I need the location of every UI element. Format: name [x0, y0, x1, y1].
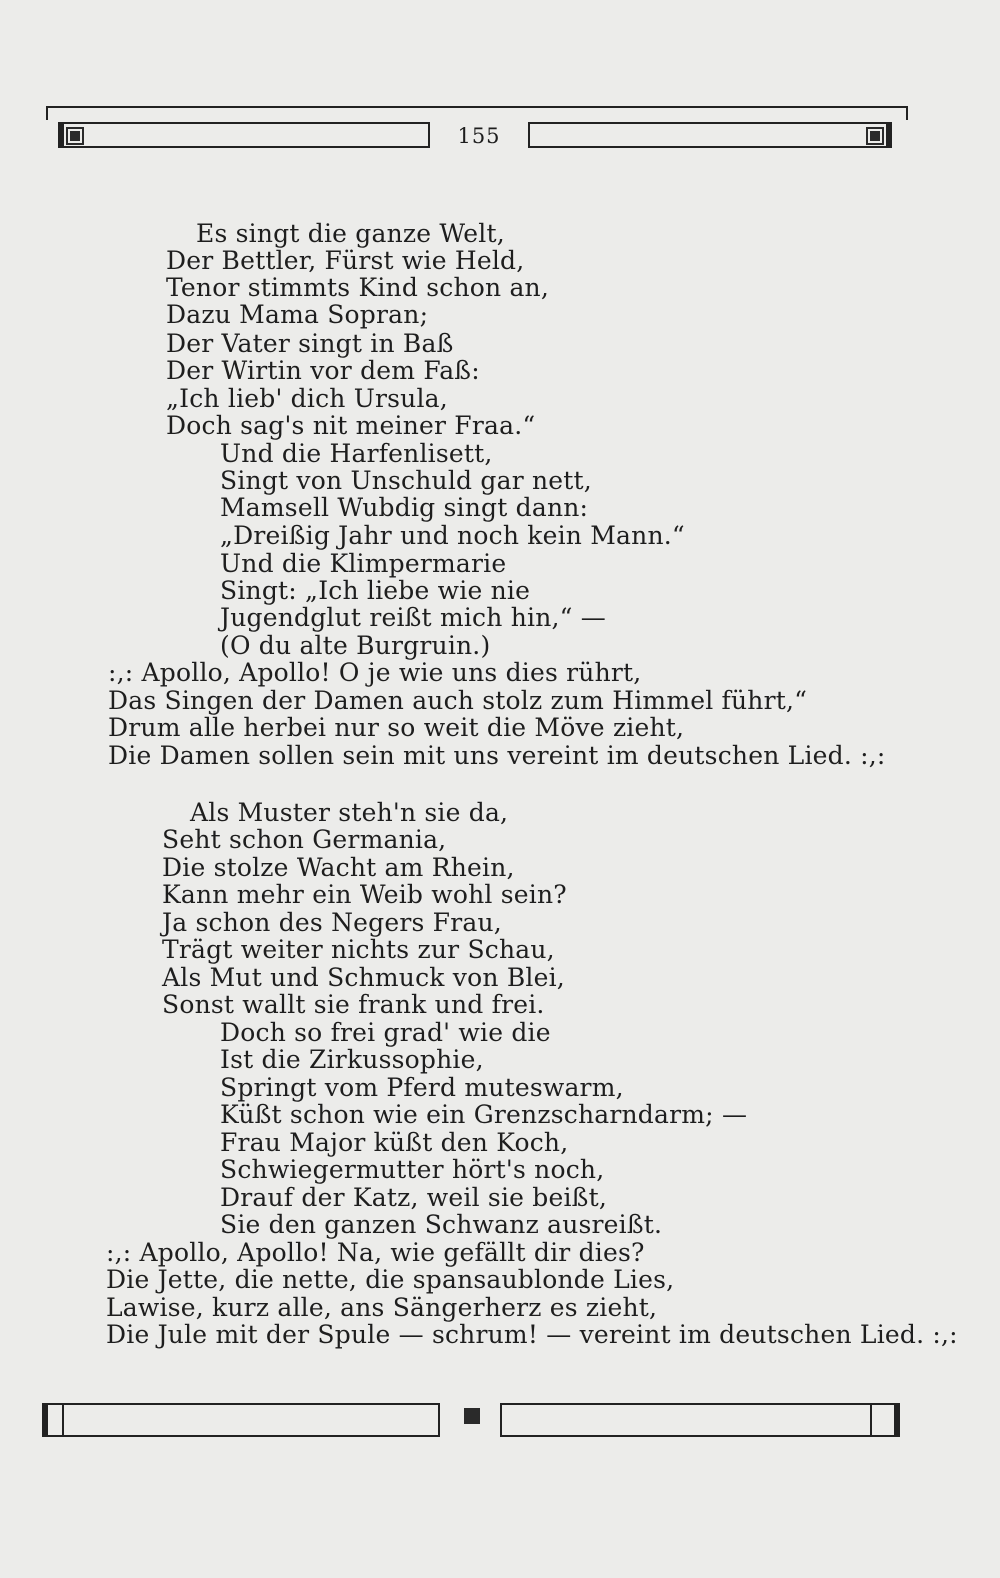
poem-line: Mamsell Wubdig singt dann: [220, 493, 589, 522]
poem-line: Der Wirtin vor dem Faß: [166, 356, 480, 385]
poem-line: Trägt weiter nichts zur Schau, [162, 935, 555, 964]
poem-line: Jugendglut reißt mich hin,“ — [220, 603, 606, 632]
poem-line: „Ich lieb' dich Ursula, [166, 384, 448, 413]
poem-line: Tenor stimmts Kind schon an, [166, 273, 549, 302]
footer-bar-left [42, 1403, 440, 1437]
poem-refrain-line: :,: Apollo, Apollo! O je wie uns dies rührt, [108, 658, 642, 687]
poem-line: (O du alte Burgruin.) [220, 631, 491, 660]
poem-line: „Dreißig Jahr und noch kein Mann.“ [220, 521, 685, 550]
poem-refrain-line: Die Damen sollen sein mit uns vereint im deutschen Lied. :,: [108, 741, 886, 770]
poem-line: Sonst wallt sie frank und frei. [162, 990, 545, 1019]
poem-line: Doch sag's nit meiner Fraa.“ [166, 411, 536, 440]
poem-line: Ist die Zirkussophie, [220, 1045, 484, 1074]
poem-line: Springt vom Pferd muteswarm, [220, 1073, 624, 1102]
poem-line: Kann mehr ein Weib wohl sein? [162, 880, 567, 909]
poem-line: Der Bettler, Fürst wie Held, [166, 246, 525, 275]
poem-line: Drauf der Katz, weil sie beißt, [220, 1183, 607, 1212]
footer-bar-right [500, 1403, 900, 1437]
poem-line: Ja schon des Negers Frau, [162, 908, 502, 937]
footer-square-ornament [464, 1408, 480, 1424]
poem-refrain-line: Das Singen der Damen auch stolz zum Himmel führt,“ [108, 686, 808, 715]
poem-line: Der Vater singt in Baß [166, 329, 454, 358]
poem-refrain-line: Die Jette, die nette, die spansaublonde Lies, [106, 1265, 675, 1294]
poem-refrain-line: Drum alle herbei nur so weit die Möve zieht, [108, 713, 685, 742]
poem-refrain-line: :,: Apollo, Apollo! Na, wie gefällt dir dies? [106, 1238, 645, 1267]
poem-line: Singt: „Ich liebe wie nie [220, 576, 531, 605]
poem-line: Dazu Mama Sopran; [166, 300, 429, 329]
poem-line: Es singt die ganze Welt, [196, 219, 505, 248]
poem-line: Als Mut und Schmuck von Blei, [162, 963, 565, 992]
poem-line: Und die Klimpermarie [220, 549, 507, 578]
poem-line: Doch so frei grad' wie die [220, 1018, 551, 1047]
poem-line: Schwiegermutter hört's noch, [220, 1155, 605, 1184]
poem-refrain-line: Die Jule mit der Spule — schrum! — vereint im deutschen Lied. :,: [106, 1320, 958, 1349]
poem-line: Die stolze Wacht am Rhein, [162, 853, 515, 882]
poem-line: Seht schon Germania, [162, 825, 447, 854]
poem-line: Frau Major küßt den Koch, [220, 1128, 569, 1157]
poem-line: Küßt schon wie ein Grenzscharndarm; — [220, 1100, 748, 1129]
poem-line: Sie den ganzen Schwanz ausreißt. [220, 1210, 663, 1239]
poem-line: Singt von Unschuld gar nett, [220, 466, 592, 495]
poem-line: Und die Harfenlisett, [220, 439, 493, 468]
poem-refrain-line: Lawise, kurz alle, ans Sängerherz es zieht, [106, 1293, 658, 1322]
page-number: 155 [457, 124, 501, 148]
poem-line: Als Muster steh'n sie da, [190, 798, 509, 827]
